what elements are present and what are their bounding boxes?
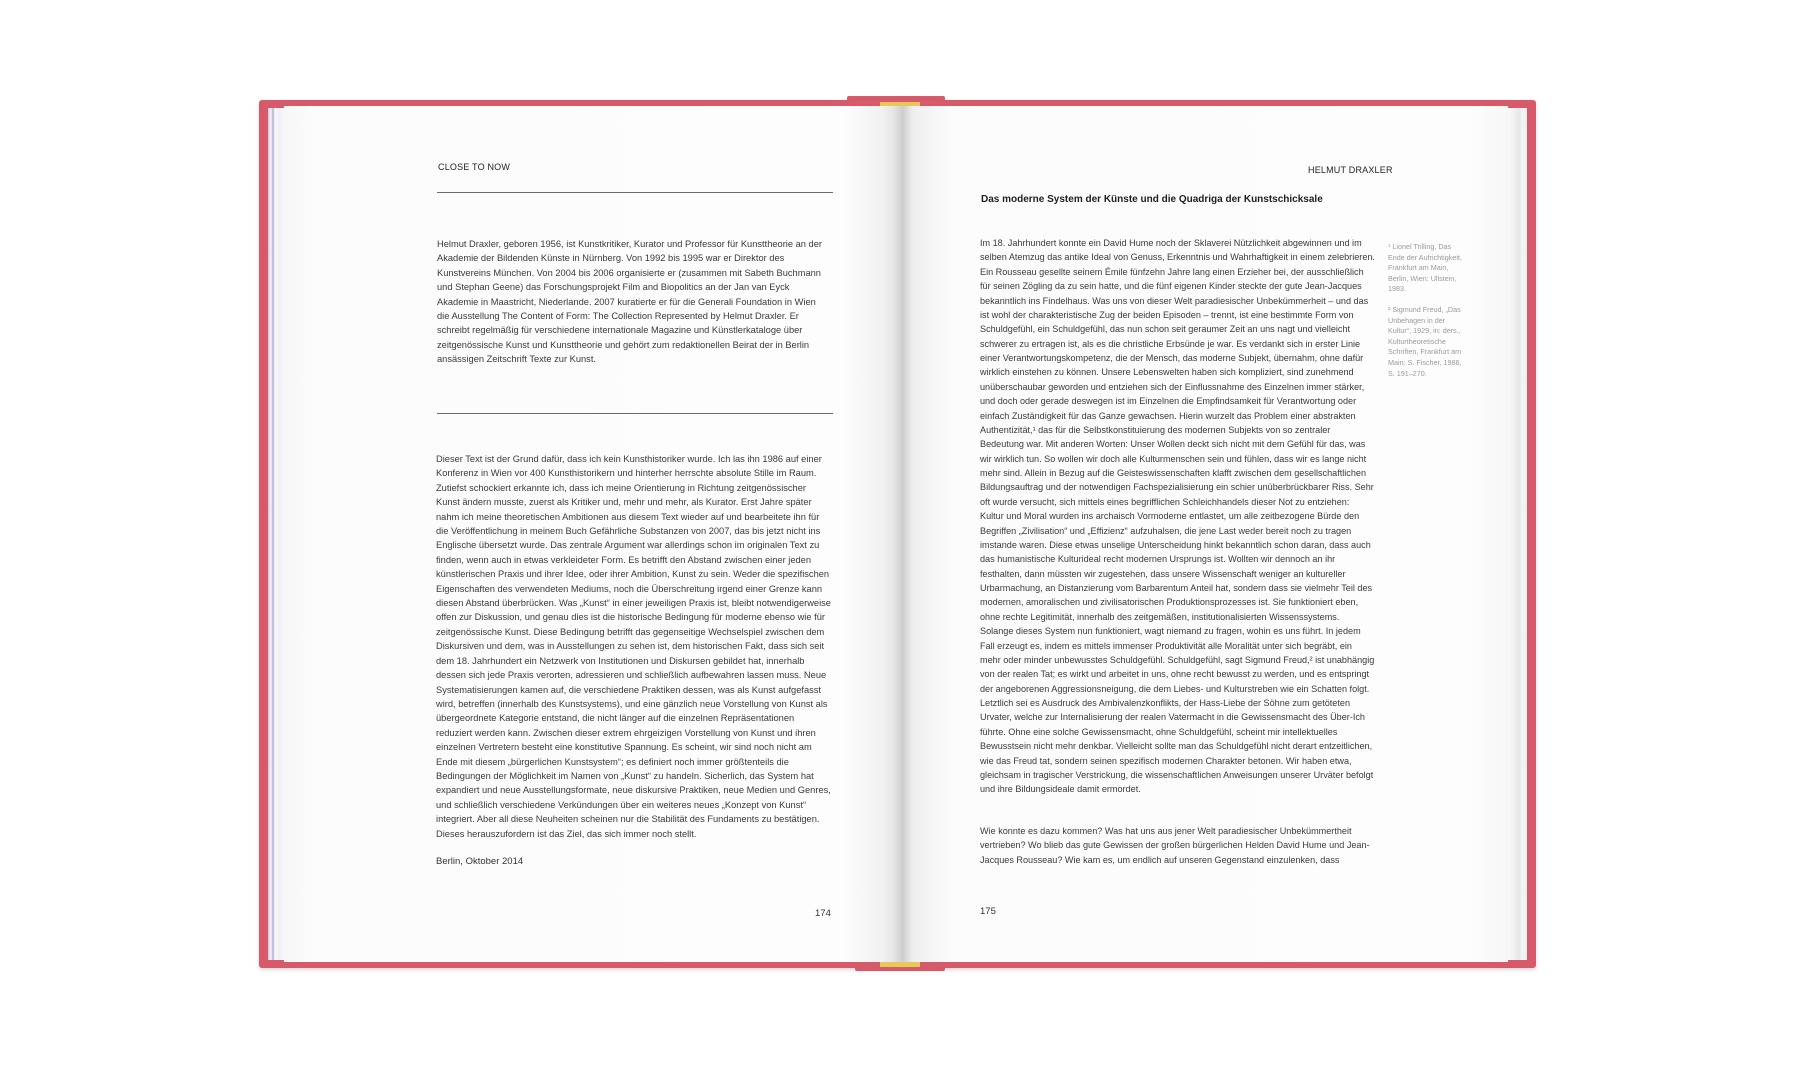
right-running-head: HELMUT DRAXLER	[1308, 165, 1393, 175]
page-number-right: 175	[980, 906, 996, 917]
headband-bottom	[880, 962, 920, 967]
author-bio: Helmut Draxler, geboren 1956, ist Kunstkritiker, Kurator und Professor für Kunsttheorie an der Akademie der Bildenden Künste in Nürnberg. Von 1992 bis 1995 war er Direktor des Kunstvereins München. Von 2004 bis 2006 organisierte er (zusammen mit Sabeth Buchmann und Stephan Geene) das Forschungsprojekt Film and Biopolitics an der Jan van Eyck Akademie in Maastricht, Niederlande. 2007 kuratierte er für die Generali Foundation in Wien die Ausstellung The Content of Form: The Collection Represented by Helmut Draxler. Er schreibt regelmäßig für verschiedene internationale Magazine und Künstlerkataloge über zeitgenössische Kunst und Kunsttheorie und gehört zum redaktionellen Beirat der in Berlin ansässigen Zeitschrift Texte zur Kunst.	[437, 239, 822, 365]
footnote-1: ¹ Lionel Trilling, Das Ende der Aufrichtigkeit, Frankfurt am Main, Berlin, Wien: Ullstein, 1983.	[1388, 242, 1462, 294]
left-section-rule	[437, 413, 833, 414]
page-number-left: 174	[815, 908, 831, 919]
page-block-right-edge	[1505, 108, 1527, 960]
footnote-2: ² Sigmund Freud, „Das Unbehagen in der Kultur“, 1929, in: ders., Kulturtheoretische Schriften, Frankfurt am Main: S. Fischer, 1986, S. 191–270.	[1388, 305, 1462, 378]
intro-essay: Dieser Text ist der Grund dafür, dass ich kein Kunsthistoriker wurde. Ich las ihn 1986 auf einer Konferenz in Wien vor 400 Kunsthistorikern und hinterher herrschte absolute Stille im Raum. Zutiefst schockiert erkannte ich, dass ich meine Orientierung in Richtung zeitgenössischer Kunst ändern musste, zuerst als Kritiker und, mehr und mehr, als Kurator. Erst Jahre später nahm ich meine theoretischen Ambitionen aus diesem Text wieder auf und bearbeitete ihn für die Veröffentlichung in meinem Buch Gefährliche Substanzen von 2007, das bis jetzt nicht ins Englische übersetzt wurde. Das zentrale Argument war allerdings schon im originalen Text zu finden, wenn auch in etwas verkleideter Form. Es betrifft den Abstand zwischen einer jeden künstlerischen Praxis und ihrer Idee, oder ihrer Ambition, Kunst zu sein. Weder die spezifischen Eigenschaften des verwendeten Mediums, noch die Überschreitung irgend einer Grenze kann diesen Abstand überbrücken. Was „Kunst“ in einer jeweiligen Praxis ist, bleibt notwendigerweise offen zur Diskussion, und genau dies ist die historische Bedingung für moderne ebenso wie für zeitgenössische Kunst. Diese Bedingung betrifft das gegenseitige Wechselspiel zwischen dem Diskursiven und dem, was in Ausstellungen zu sehen ist, dem historischen Fakt, dass sich seit dem 18. Jahrhundert ein Netzwerk von Institutionen und Diskursen gebildet hat, innerhalb dessen sich jede Praxis verorten, adressieren und schließlich aufbewahren lassen muss. Neue Systematisierungen kamen auf, die verschiedene Praktiken dessen, was als Kunst aufgefasst wird, betreffen (innerhalb des Kunstsystems), und eine gänzlich neue Vorstellung von Kunst als übergeordnete Kategorie entstand, die nicht länger auf die einzelnen Repräsentationen reduziert werden kann. Zwischen dieser extrem ehrgeizigen Vorstellung von Kunst und ihren einzelnen Vertretern besteht eine konstitutive Spannung. Es scheint, wir sind noch nicht am Ende mit diesem „bürgerlichen Kunstsystem“; es definiert noch immer größtenteils die Bedingungen der Möglichkeit im Namen von „Kunst“ zu handeln. Sicherlich, das System hat expandiert und neue Ausstellungsformate, neue diskursive Praktiken, neue Medien und Genres, und schließlich verschiedene Verkündungen über ein weiteres neues „Konzept von Kunst“ integriert. Aber all diese Neuheiten scheinen nur die Stabilität des Fundaments zu bestätigen. Dieses herauszufordern ist das Ziel, das sich immer noch stellt.	[436, 454, 831, 839]
main-text-paragraph-2: Wie konnte es dazu kommen? Was hat uns aus jener Welt paradiesischer Unbekümmertheit vertrieben? Wo blieb das gute Gewissen der großen bürgerlichen Helden David Hume und Jean-Jacques Rousseau? Wie kam es, um endlich auf unseren Gegenstand einzulenken, dass	[980, 826, 1370, 865]
left-running-head: CLOSE TO NOW	[438, 162, 511, 172]
main-text-paragraph-1: Im 18. Jahrhundert konnte ein David Hume noch der Sklaverei Nützlichkeit abgewinnen und im selben Atemzug das antike Ideal von Genuss, Erkenntnis und Wahrhaftigkeit in einem zelebrieren. Ein Rousseau gesellte seinem Émile fünfzehn Jahre lang einen Erzieher bei, der ausschließlich für seinen Zögling da zu sein hatte, und die fünf eigenen Kinder steckte der gute Jean-Jacques bekanntlich ins Findelhaus. Was uns von dieser Welt paradiesischer Unbekümmerheit – und das ist wohl der charakteristische Zug der beiden Episoden – trennt, ist eine bestimmte Form von Schuldgefühl, ein Schuldgefühl, das nun schon seit geraumer Zeit an uns nagt und vielleicht schwerer zu ertragen ist, als es die christliche Erbsünde je war. Es verdankt sich in erster Linie einer Verantwortungskompetenz, die der Mensch, das moderne Subjekt, übernahm, ohne dafür wirklich einstehen zu können. Unsere Lebenswelten haben sich kompliziert, sind zunehmend unüberschaubar geworden und entziehen sich der Einflussnahme des Einzelnen immer stärker, und doch oder gerade deswegen ist im Einzelnen die Empfindsamkeit für Verantwortung oder einfach Zuständigkeit für das Ganze gewachsen. Hierin wurzelt das Problem einer abstrakten Authentizität,¹ das für die Selbstkonstituierung des modernen Subjekts von so zentraler Bedeutung war. Mit anderen Worten: Unser Wollen deckt sich nicht mit dem Gefühl für das, was wir wirklich tun. So wollen wir doch alle Kulturmenschen sein und fühlen, dass wir es lange nicht mehr sind. Allein in Bezug auf die Geisteswissenschaften klafft zwischen dem gesellschaftlichen Bildungsauftrag und der notwendigen Fachspezialisierung ein schier unüberbrückbarer Riss. Sehr oft wurde versucht, sich mittels eines begrifflichen Schleichhandels dieser Not zu entziehen: Kultur und Moral wurden ins archaisch Vormoderne entlastet, um alle zeitbezogene Bürde den Begriffen „Zivilisation“ und „Effizienz“ aufzuhalsen, die jene Last weder bereit noch zu tragen imstande waren. Diese etwas unselige Unterscheidung hinkt bekanntlich schon daran, dass auch das humanistische Kulturideal recht modernen Ursprungs ist. Wollten wir dennoch an ihr festhalten, dann müssten wir zugestehen, dass unsere Wissenschaft weniger an kultureller Urbarmachung, an Distanzierung vom Barbarentum Anteil hat, sondern dass sie vielmehr Teil des modernen, amoralischen und zivilisatorischen Produktionsprozesses ist. Sie funktioniert eben, ohne rechte Legitimität, innerhalb des zeitgemäßen, institutionalisierten Wissenssystems. Solange dieses System nun funktioniert, wagt niemand zu fragen, wohin es uns führt. In jedem Fall erzeugt es, indem es mittels immenser Produktivität alle Moralität unter sich begräbt, ein mehr oder minder unbewusstes Schuldgefühl. Schuldgefühl, sagt Sigmund Freud,² ist unabhängig von der realen Tat; es wirkt und arbeitet in uns, ohne recht bewusst zu werden, und es entspringt der angeborenen Aggressionsneigung, die dem Liebes- und Kulturstreben wie ein Schatten folgt. Letztlich sei es Ausdruck des Ambivalenzkonflikts, der Hass-Liebe der Söhne zum getöteten Urvater, welche zur Internalisierung der realen Vatermacht in die Gewissensmacht des Über-Ich führte. Ohne eine solche Gewissensmacht, ohne Schuldgefühl, scheint mir intellektuelles Bewusstsein nicht mehr denkbar. Vielleicht sollte man das Schuldgefühl nicht derart entzeitlichen, wie das Freud tat, sondern seinen spezifisch modernen Charakter betonen. Wir haben etwa, gleichsam in tragischer Verstrickung, die wissenschaftlichen Anweisungen unserer Urväter befolgt und ihre Bildungsideale damit ermordet.	[980, 238, 1375, 795]
left-header-rule	[437, 192, 833, 193]
gutter-shadow	[893, 106, 911, 962]
signoff: Berlin, Oktober 2014	[436, 856, 524, 867]
chapter-heading: Das moderne System der Künste und die Quadriga der Kunstschicksale	[981, 194, 1323, 205]
